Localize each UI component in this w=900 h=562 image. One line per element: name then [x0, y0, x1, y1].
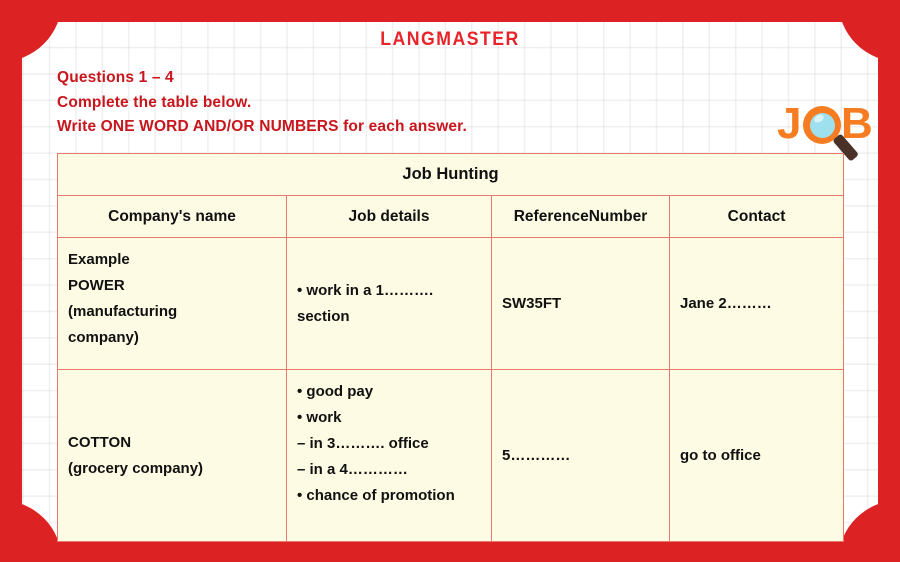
detail-line: • work in a 1……….: [297, 281, 434, 299]
cell-company-name-1: [58, 370, 287, 542]
table-title-row: [58, 154, 844, 196]
frame-top-bar: [0, 0, 900, 22]
company-line: (grocery company): [68, 459, 204, 477]
company-line: (manufacturing: [68, 303, 178, 320]
company-line: COTTON: [68, 433, 132, 451]
instruction-line-2: Complete the table below.: [57, 93, 252, 111]
job-logo-letter-j: J: [777, 99, 802, 148]
company-line: Example: [68, 251, 130, 268]
column-header-contact: Contact: [670, 196, 844, 238]
cell-reference-number-1: 5…………: [492, 370, 670, 542]
frame-right-bar: [878, 0, 900, 562]
instruction-line-1: Questions 1 – 4: [57, 69, 174, 86]
frame-bottom-bar: [0, 540, 900, 562]
company-line: company): [68, 329, 139, 346]
job-logo-letter-b: B: [841, 99, 873, 148]
detail-line: • work: [297, 409, 342, 426]
cell-job-details-1: [287, 370, 492, 542]
instructions-block: [57, 66, 467, 140]
column-header-job-details: Job details: [287, 196, 492, 238]
detail-line: • good pay: [297, 383, 374, 400]
column-header-reference-number: ReferenceNumber: [492, 196, 670, 238]
brand-title: LANGMASTER: [380, 29, 520, 50]
cell-contact-1: go to office: [670, 370, 844, 542]
detail-line: – in a 4…………: [297, 461, 408, 478]
column-header-company-name: Company's name: [58, 196, 287, 238]
table-row: [58, 238, 844, 370]
company-line: POWER: [68, 277, 125, 294]
cell-job-details-0: [287, 238, 492, 370]
table-title: Job Hunting: [58, 154, 844, 196]
instruction-line-3: Write ONE WORD AND/OR NUMBERS for each answer.: [57, 118, 467, 135]
detail-line: – in 3………. office: [297, 435, 429, 452]
cell-company-name-0: [58, 238, 287, 370]
table-row: [58, 370, 844, 542]
cell-reference-number-0: SW35FT: [492, 238, 670, 370]
job-hunting-table: [57, 153, 844, 542]
table-header-row: [58, 196, 844, 238]
frame-left-bar: [0, 0, 22, 562]
detail-line: • chance of promotion: [297, 487, 455, 504]
detail-line: section: [297, 307, 350, 325]
cell-contact-0: Jane 2………: [670, 238, 844, 370]
